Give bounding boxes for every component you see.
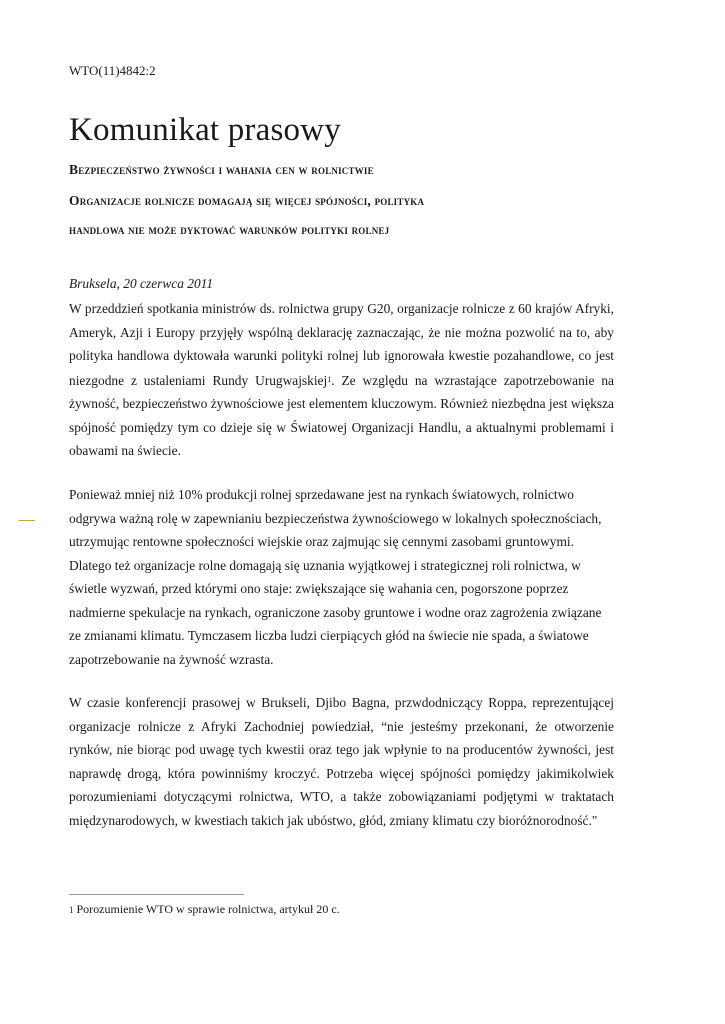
footnote — [69, 902, 340, 917]
paragraph-1-text-end: . Ze względu na wzrastające zapotrzebowanie na żywność, bezpieczeństwo żywnościowe jest elementem kluczowym. Również niezbędna jest większa spójność pomiędzy tym co dzieje się w Światowej Organizacji Handlu, a aktualnymi problemami i obawami na świecie. — [69, 372, 614, 458]
subtitle-line-2: Organizacje rolnicze domagają się więcej spójności, polityka — [69, 193, 425, 208]
document-reference: WTO(11)4842:2 — [69, 63, 156, 78]
subtitle-line-1: Bezpieczeństwo żywności i wahania cen w rolnictwie — [69, 162, 374, 177]
footnote-number: 1 — [69, 905, 74, 915]
footnote-divider — [69, 894, 244, 895]
paragraph-1-text-start: W przeddzień spotkania ministrów ds. rolnictwa grupy G20, organizacje rolnicze z 60 krajów Afryki, Ameryk, Azji i Europy przyjęły wspólną deklarację zaznaczając, że nie można pozwolić na to, aby polityka handlowa dyktowała warunki polityki rolnej lub ignorowała kwestie pozahandlowe, co jest niezgodne z ustaleniami Rundy Urugwajskiej — [69, 301, 614, 388]
footnote-reference[interactable]: 1 — [327, 374, 332, 384]
page-title: Komunikat prasowy — [69, 112, 341, 148]
paragraph-2: Ponieważ mniej niż 10% produkcji rolnej sprzedawane jest na rynkach światowych, rolnictwo odgrywa ważną rolę w zapewnianiu bezpieczeństwa żywnościowego w lokalnych społecznościach, utrzymując rentowne społeczności wiejskie oraz zajmując się cennymi zasobami gruntowymi. Dlatego też organizacje rolne domagają się uznania wyjątkowej i strategicznej roli rolnictwa, w świetle wyzwań, przed którymi ono staje: zwiększające się wahania cen, pogorszone poprzez nadmierne spekulacje na rynkach, ograniczone zasoby gruntowe i wodne oraz zagrożenia związane ze zmianami klimatu. Tymczasem liczba ludzi cierpiących głód na świecie nie spada, a światowe zapotrzebowanie na żywność wzrasta. — [69, 487, 602, 667]
paragraph-3: W czasie konferencji prasowej w Brukseli, Djibo Bagna, przwdodniczący Roppa, reprezentującej organizacje rolnicze z Afryki Zachodniej powiedział, “nie jesteśmy przekonani, że otworzenie rynków, nie biorąc pod uwagę tych kwestii oraz tego jak wpłynie to na producentów żywności, jest naprawdę drogą, która powinniśmy kroczyć. Potrzeba więcej spójności pomiędzy jakimikolwiek porozumieniami dotyczącymi rolnictwa, WTO, a także zobowiązaniami podjętymi w traktatach międzynarodowych, w kwestiach takich jak ubóstwo, głód, zmiany klimatu czy bioróżnorodność." — [69, 695, 614, 828]
subtitle-line-3: handlowa nie może dyktować warunków polityki rolnej — [69, 222, 390, 237]
dateline: Bruksela, 20 czerwca 2011 — [69, 276, 214, 291]
margin-marker — [19, 520, 35, 521]
paragraph-1 — [69, 297, 614, 463]
footnote-text: Porozumienie WTO w sprawie rolnictwa, artykuł 20 c. — [73, 902, 340, 916]
